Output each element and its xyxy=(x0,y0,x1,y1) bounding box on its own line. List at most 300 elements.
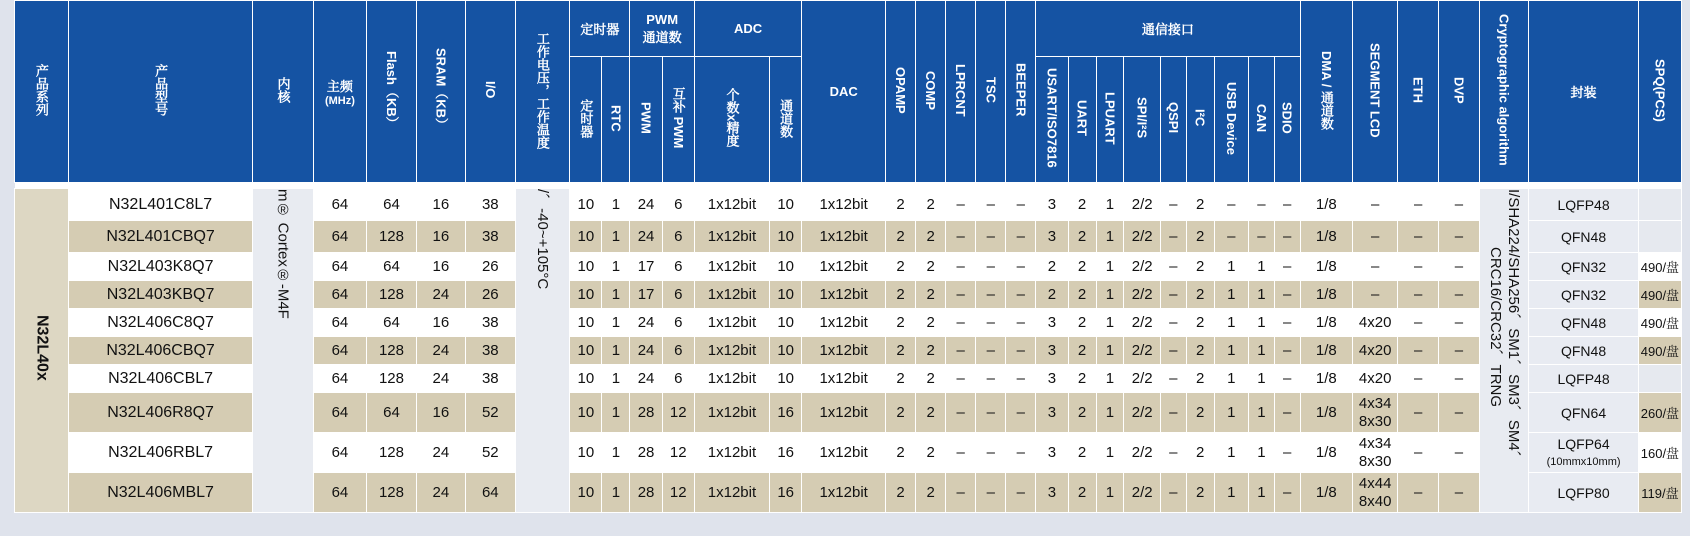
header-dma: DMA / 通道数 xyxy=(1300,1,1353,183)
cell-sram: 24 xyxy=(416,281,465,309)
cell-comp: 2 xyxy=(916,433,946,473)
cell-pwm: 24 xyxy=(630,221,662,253)
cell-adc-ch: 10 xyxy=(770,281,802,309)
cell-rtc: 1 xyxy=(602,393,630,433)
cell-qspi: – xyxy=(1160,189,1186,221)
cell-dac: 1x12bit xyxy=(802,221,886,253)
cell-dma: 1/8 xyxy=(1300,473,1353,513)
cell-spi: 2/2 xyxy=(1124,253,1161,281)
cell-sram: 16 xyxy=(416,221,465,253)
header-usart: USART/ISO7816 xyxy=(1036,57,1068,183)
cell-qspi: – xyxy=(1160,309,1186,337)
table-header xyxy=(15,1,1682,189)
cell-adc-ch: 10 xyxy=(770,221,802,253)
cell-io: 38 xyxy=(466,365,515,393)
cell-usb: 1 xyxy=(1214,281,1248,309)
cell-lprcnt: – xyxy=(946,281,976,309)
header-spq: SPQ(PCS) xyxy=(1638,1,1681,183)
cell-pwm: 17 xyxy=(630,281,662,309)
header-uart: UART xyxy=(1068,57,1096,183)
cell-io: 38 xyxy=(466,309,515,337)
cell-spi: 2/2 xyxy=(1124,309,1161,337)
cell-sdio: – xyxy=(1274,393,1300,433)
cell-eth: – xyxy=(1398,473,1439,513)
cell-rtc: 1 xyxy=(602,433,630,473)
cell-spq xyxy=(1638,221,1681,253)
cell-pwm-comp: 6 xyxy=(662,337,694,365)
cell-qspi: – xyxy=(1160,365,1186,393)
header-freq: 主频 (MHz) xyxy=(313,1,367,183)
cell-spi: 2/2 xyxy=(1124,433,1161,473)
cell-opamp: 2 xyxy=(886,365,916,393)
cell-package: LQFP48 xyxy=(1529,365,1639,393)
cell-usart: 3 xyxy=(1036,221,1068,253)
cell-dac: 1x12bit xyxy=(802,281,886,309)
cell-can: 1 xyxy=(1248,309,1274,337)
cell-can: – xyxy=(1248,221,1274,253)
cell-dac: 1x12bit xyxy=(802,337,886,365)
header-package: 封装 xyxy=(1529,1,1639,183)
cell-beeper: – xyxy=(1006,189,1036,221)
cell-eth: – xyxy=(1398,189,1439,221)
cell-beeper: – xyxy=(1006,473,1036,513)
cell-lprcnt: – xyxy=(946,253,976,281)
cell-tsc: – xyxy=(976,337,1006,365)
cell-i2c: 2 xyxy=(1186,365,1214,393)
cell-lpuart: 1 xyxy=(1096,365,1124,393)
cell-beeper: – xyxy=(1006,281,1036,309)
cell-flash: 64 xyxy=(367,253,416,281)
cell-qspi: – xyxy=(1160,337,1186,365)
header-timer-group: 定时器 xyxy=(570,1,630,57)
cell-dac: 1x12bit xyxy=(802,309,886,337)
cell-beeper: – xyxy=(1006,393,1036,433)
cell-tsc: – xyxy=(976,393,1006,433)
cell-usart: 2 xyxy=(1036,281,1068,309)
cell-lcd: 4x20 xyxy=(1353,337,1398,365)
cell-pwm-comp: 12 xyxy=(662,393,694,433)
cell-opamp: 2 xyxy=(886,393,916,433)
cell-freq: 64 xyxy=(313,253,367,281)
header-usb: USB Device xyxy=(1214,57,1248,183)
series-cell xyxy=(15,189,69,513)
cell-usb: 1 xyxy=(1214,253,1248,281)
cell-freq: 64 xyxy=(313,221,367,253)
cell-tsc: – xyxy=(976,473,1006,513)
header-product-model: 产品型号 xyxy=(68,1,253,183)
cell-beeper: – xyxy=(1006,253,1036,281)
cell-package: QFN32 xyxy=(1529,281,1639,309)
cell-timer: 10 xyxy=(570,393,602,433)
cell-lpuart: 1 xyxy=(1096,281,1124,309)
cell-usart: 3 xyxy=(1036,189,1068,221)
cell-adc: 1x12bit xyxy=(694,433,769,473)
cell-sram: 24 xyxy=(416,337,465,365)
cell-pwm: 28 xyxy=(630,473,662,513)
cell-lcd: – xyxy=(1353,221,1398,253)
cell-lpuart: 1 xyxy=(1096,221,1124,253)
cell-dma: 1/8 xyxy=(1300,253,1353,281)
cell-sdio: – xyxy=(1274,253,1300,281)
cell-timer: 10 xyxy=(570,189,602,221)
cell-pwm-comp: 6 xyxy=(662,309,694,337)
cell-package: LQFP64 (10mmx10mm) xyxy=(1529,433,1639,473)
cell-can: 1 xyxy=(1248,433,1274,473)
cell-opamp: 2 xyxy=(886,433,916,473)
cell-sram: 16 xyxy=(416,253,465,281)
cell-dvp: – xyxy=(1439,309,1480,337)
cell-lcd: 4x20 xyxy=(1353,309,1398,337)
cell-timer: 10 xyxy=(570,365,602,393)
header-adc-channels: 通道数 xyxy=(770,57,802,183)
cell-lcd: – xyxy=(1353,189,1398,221)
cell-qspi: – xyxy=(1160,281,1186,309)
cell-dvp: – xyxy=(1439,221,1480,253)
cell-eth: – xyxy=(1398,281,1439,309)
cell-dma: 1/8 xyxy=(1300,189,1353,221)
cell-i2c: 2 xyxy=(1186,309,1214,337)
cell-freq: 64 xyxy=(313,337,367,365)
cell-flash: 64 xyxy=(367,309,416,337)
cell-eth: – xyxy=(1398,393,1439,433)
header-can: CAN xyxy=(1248,57,1274,183)
cell-uart: 2 xyxy=(1068,337,1096,365)
cell-dvp: – xyxy=(1439,189,1480,221)
cell-adc: 1x12bit xyxy=(694,281,769,309)
cell-dvp: – xyxy=(1439,253,1480,281)
cell-lcd: 4x44 8x40 xyxy=(1353,473,1398,513)
cell-dvp: – xyxy=(1439,365,1480,393)
cell-opamp: 2 xyxy=(886,189,916,221)
cell-lcd: 4x34 8x30 xyxy=(1353,433,1398,473)
cell-lpuart: 1 xyxy=(1096,393,1124,433)
cell-spq xyxy=(1638,365,1681,393)
header-eth: ETH xyxy=(1398,1,1439,183)
cell-dac: 1x12bit xyxy=(802,393,886,433)
cell-pwm-comp: 12 xyxy=(662,473,694,513)
cell-pwm-comp: 6 xyxy=(662,253,694,281)
cell-sram: 16 xyxy=(416,309,465,337)
header-comm-group: 通信接口 xyxy=(1036,1,1300,57)
cell-sdio: – xyxy=(1274,473,1300,513)
cell-i2c: 2 xyxy=(1186,281,1214,309)
core-cell xyxy=(253,189,313,513)
model-cell: N32L406CBQ7 xyxy=(68,337,253,365)
cell-tsc: – xyxy=(976,189,1006,221)
header-tsc: TSC xyxy=(976,1,1006,183)
cell-usart: 2 xyxy=(1036,253,1068,281)
cell-eth: – xyxy=(1398,221,1439,253)
model-cell: N32L406R8Q7 xyxy=(68,393,253,433)
cell-flash: 128 xyxy=(367,337,416,365)
cell-spq: 260/盘 xyxy=(1638,393,1681,433)
cell-comp: 2 xyxy=(916,309,946,337)
cell-lpuart: 1 xyxy=(1096,309,1124,337)
cell-sdio: – xyxy=(1274,281,1300,309)
cell-usb: 1 xyxy=(1214,433,1248,473)
cell-i2c: 2 xyxy=(1186,473,1214,513)
cell-pwm-comp: 6 xyxy=(662,281,694,309)
table-row xyxy=(15,189,1682,221)
cell-package: QFN64 xyxy=(1529,393,1639,433)
cell-spi: 2/2 xyxy=(1124,281,1161,309)
cell-pwm: 24 xyxy=(630,309,662,337)
cell-flash: 64 xyxy=(367,393,416,433)
cell-i2c: 2 xyxy=(1186,253,1214,281)
cell-sdio: – xyxy=(1274,309,1300,337)
cell-qspi: – xyxy=(1160,253,1186,281)
cell-pwm: 17 xyxy=(630,253,662,281)
cell-comp: 2 xyxy=(916,337,946,365)
cell-spq: 490/盘 xyxy=(1638,281,1681,309)
model-cell: N32L406CBL7 xyxy=(68,365,253,393)
voltage-text: /、-40~+105°C xyxy=(533,189,551,290)
cell-usb: – xyxy=(1214,221,1248,253)
cell-package: LQFP48 xyxy=(1529,189,1639,221)
cell-freq: 64 xyxy=(313,309,367,337)
cell-sdio: – xyxy=(1274,337,1300,365)
model-cell: N32L406C8Q7 xyxy=(68,309,253,337)
header-rtc: RTC xyxy=(602,57,630,183)
header-segment-lcd: SEGMENT LCD xyxy=(1353,1,1398,183)
cell-lcd: 4x20 xyxy=(1353,365,1398,393)
cell-dma: 1/8 xyxy=(1300,433,1353,473)
cell-qspi: – xyxy=(1160,473,1186,513)
cell-beeper: – xyxy=(1006,309,1036,337)
cell-comp: 2 xyxy=(916,473,946,513)
header-voltage-temp: 工作电压，工作温度 xyxy=(515,1,570,183)
cell-io: 26 xyxy=(466,253,515,281)
cell-freq: 64 xyxy=(313,281,367,309)
cell-uart: 2 xyxy=(1068,433,1096,473)
cell-i2c: 2 xyxy=(1186,393,1214,433)
cell-spq xyxy=(1638,189,1681,221)
header-opamp: OPAMP xyxy=(886,1,916,183)
cell-opamp: 2 xyxy=(886,337,916,365)
cell-uart: 2 xyxy=(1068,281,1096,309)
cell-uart: 2 xyxy=(1068,309,1096,337)
cell-spq: 490/盘 xyxy=(1638,337,1681,365)
cell-qspi: – xyxy=(1160,433,1186,473)
header-adc-group: ADC xyxy=(694,1,801,57)
cell-usart: 3 xyxy=(1036,473,1068,513)
cell-adc: 1x12bit xyxy=(694,337,769,365)
cell-freq: 64 xyxy=(313,393,367,433)
cell-can: 1 xyxy=(1248,473,1274,513)
cell-pwm: 28 xyxy=(630,393,662,433)
cell-lprcnt: – xyxy=(946,189,976,221)
cell-lcd: 4x34 8x30 xyxy=(1353,393,1398,433)
header-dvp: DVP xyxy=(1439,1,1480,183)
header-pwm-group: PWM 通道数 xyxy=(630,1,694,57)
header-crypto: Cryptographic algorithm xyxy=(1479,1,1528,183)
cell-adc-ch: 10 xyxy=(770,253,802,281)
cell-dma: 1/8 xyxy=(1300,365,1353,393)
cell-tsc: – xyxy=(976,253,1006,281)
model-cell: N32L403KBQ7 xyxy=(68,281,253,309)
cell-package: QFN48 xyxy=(1529,221,1639,253)
cell-flash: 128 xyxy=(367,473,416,513)
cell-i2c: 2 xyxy=(1186,433,1214,473)
cell-pwm-comp: 6 xyxy=(662,189,694,221)
cell-adc-ch: 10 xyxy=(770,189,802,221)
cell-adc: 1x12bit xyxy=(694,365,769,393)
model-cell: N32L403K8Q7 xyxy=(68,253,253,281)
crypto-cell xyxy=(1479,189,1528,513)
cell-dac: 1x12bit xyxy=(802,189,886,221)
cell-can: 1 xyxy=(1248,253,1274,281)
cell-usb: 1 xyxy=(1214,393,1248,433)
cell-timer: 10 xyxy=(570,253,602,281)
cell-lprcnt: – xyxy=(946,365,976,393)
cell-package: QFN48 xyxy=(1529,309,1639,337)
cell-dvp: – xyxy=(1439,433,1480,473)
cell-rtc: 1 xyxy=(602,189,630,221)
header-pwm-comp: 互补 PWM xyxy=(662,57,694,183)
series-name: N32L40x xyxy=(33,315,51,381)
cell-lpuart: 1 xyxy=(1096,189,1124,221)
cell-dvp: – xyxy=(1439,281,1480,309)
cell-tsc: – xyxy=(976,221,1006,253)
model-cell: N32L406RBL7 xyxy=(68,433,253,473)
cell-flash: 128 xyxy=(367,365,416,393)
header-flash: Flash（KB） xyxy=(367,1,416,183)
header-core: 内核 xyxy=(253,1,313,183)
cell-adc: 1x12bit xyxy=(694,393,769,433)
cell-lprcnt: – xyxy=(946,393,976,433)
cell-dma: 1/8 xyxy=(1300,309,1353,337)
cell-freq: 64 xyxy=(313,365,367,393)
cell-adc: 1x12bit xyxy=(694,221,769,253)
cell-spq: 119/盘 xyxy=(1638,473,1681,513)
cell-usb: 1 xyxy=(1214,337,1248,365)
model-cell: N32L401CBQ7 xyxy=(68,221,253,253)
cell-dac: 1x12bit xyxy=(802,433,886,473)
cell-lprcnt: – xyxy=(946,221,976,253)
cell-spi: 2/2 xyxy=(1124,473,1161,513)
header-adc-bits: 个数x精度 xyxy=(694,57,769,183)
cell-dvp: – xyxy=(1439,473,1480,513)
cell-rtc: 1 xyxy=(602,337,630,365)
cell-adc-ch: 16 xyxy=(770,393,802,433)
cell-timer: 10 xyxy=(570,221,602,253)
cell-tsc: – xyxy=(976,433,1006,473)
cell-rtc: 1 xyxy=(602,365,630,393)
header-pwm: PWM xyxy=(630,57,662,183)
cell-tsc: – xyxy=(976,309,1006,337)
cell-eth: – xyxy=(1398,337,1439,365)
cell-sdio: – xyxy=(1274,221,1300,253)
cell-eth: – xyxy=(1398,365,1439,393)
cell-eth: – xyxy=(1398,433,1439,473)
cell-i2c: 2 xyxy=(1186,337,1214,365)
cell-opamp: 2 xyxy=(886,221,916,253)
crypto-text: I/SHA224/SHA256、SM1、SM3、SM4、 CRC16/CRC32、TRNG xyxy=(1487,189,1523,466)
cell-uart: 2 xyxy=(1068,253,1096,281)
cell-package: QFN48 xyxy=(1529,337,1639,365)
cell-comp: 2 xyxy=(916,281,946,309)
cell-sdio: – xyxy=(1274,433,1300,473)
cell-usart: 3 xyxy=(1036,433,1068,473)
cell-dvp: – xyxy=(1439,337,1480,365)
cell-rtc: 1 xyxy=(602,281,630,309)
cell-lprcnt: – xyxy=(946,473,976,513)
cell-can: 1 xyxy=(1248,393,1274,433)
cell-adc-ch: 10 xyxy=(770,309,802,337)
cell-lprcnt: – xyxy=(946,337,976,365)
cell-comp: 2 xyxy=(916,393,946,433)
cell-sram: 24 xyxy=(416,473,465,513)
cell-i2c: 2 xyxy=(1186,221,1214,253)
cell-flash: 128 xyxy=(367,221,416,253)
cell-lprcnt: – xyxy=(946,433,976,473)
cell-lpuart: 1 xyxy=(1096,337,1124,365)
cell-sram: 24 xyxy=(416,365,465,393)
header-product-series: 产品系列 xyxy=(15,1,69,183)
cell-dvp: – xyxy=(1439,393,1480,433)
cell-flash: 128 xyxy=(367,281,416,309)
cell-rtc: 1 xyxy=(602,221,630,253)
cell-adc: 1x12bit xyxy=(694,309,769,337)
cell-eth: – xyxy=(1398,309,1439,337)
model-cell: N32L406MBL7 xyxy=(68,473,253,513)
header-timer: 定时器 xyxy=(570,57,602,183)
cell-pwm: 28 xyxy=(630,433,662,473)
header-qspi: QSPI xyxy=(1160,57,1186,183)
cell-lpuart: 1 xyxy=(1096,433,1124,473)
cell-timer: 10 xyxy=(570,309,602,337)
header-lpuart: LPUART xyxy=(1096,57,1124,183)
header-dac: DAC xyxy=(802,1,886,183)
cell-usb: 1 xyxy=(1214,473,1248,513)
cell-lcd: – xyxy=(1353,281,1398,309)
header-sram: SRAM（KB） xyxy=(416,1,465,183)
cell-pwm-comp: 6 xyxy=(662,221,694,253)
cell-freq: 64 xyxy=(313,473,367,513)
cell-dac: 1x12bit xyxy=(802,253,886,281)
cell-spi: 2/2 xyxy=(1124,221,1161,253)
spec-table-container xyxy=(14,0,1690,536)
cell-usart: 3 xyxy=(1036,337,1068,365)
cell-comp: 2 xyxy=(916,253,946,281)
cell-usb: 1 xyxy=(1214,309,1248,337)
cell-spi: 2/2 xyxy=(1124,189,1161,221)
cell-usart: 3 xyxy=(1036,365,1068,393)
cell-usart: 3 xyxy=(1036,309,1068,337)
cell-tsc: – xyxy=(976,365,1006,393)
cell-pwm: 24 xyxy=(630,337,662,365)
cell-beeper: – xyxy=(1006,221,1036,253)
header-sdio: SDIO xyxy=(1274,57,1300,183)
cell-comp: 2 xyxy=(916,189,946,221)
cell-adc-ch: 16 xyxy=(770,433,802,473)
cell-lpuart: 1 xyxy=(1096,253,1124,281)
cell-pwm-comp: 6 xyxy=(662,365,694,393)
cell-can: – xyxy=(1248,189,1274,221)
cell-uart: 2 xyxy=(1068,393,1096,433)
cell-dma: 1/8 xyxy=(1300,393,1353,433)
cell-sdio: – xyxy=(1274,365,1300,393)
cell-flash: 128 xyxy=(367,433,416,473)
cell-lpuart: 1 xyxy=(1096,473,1124,513)
cell-sdio: – xyxy=(1274,189,1300,221)
cell-opamp: 2 xyxy=(886,473,916,513)
cell-rtc: 1 xyxy=(602,473,630,513)
cell-uart: 2 xyxy=(1068,473,1096,513)
cell-beeper: – xyxy=(1006,365,1036,393)
cell-package: QFN32 xyxy=(1529,253,1639,281)
product-spec-table xyxy=(14,0,1682,513)
